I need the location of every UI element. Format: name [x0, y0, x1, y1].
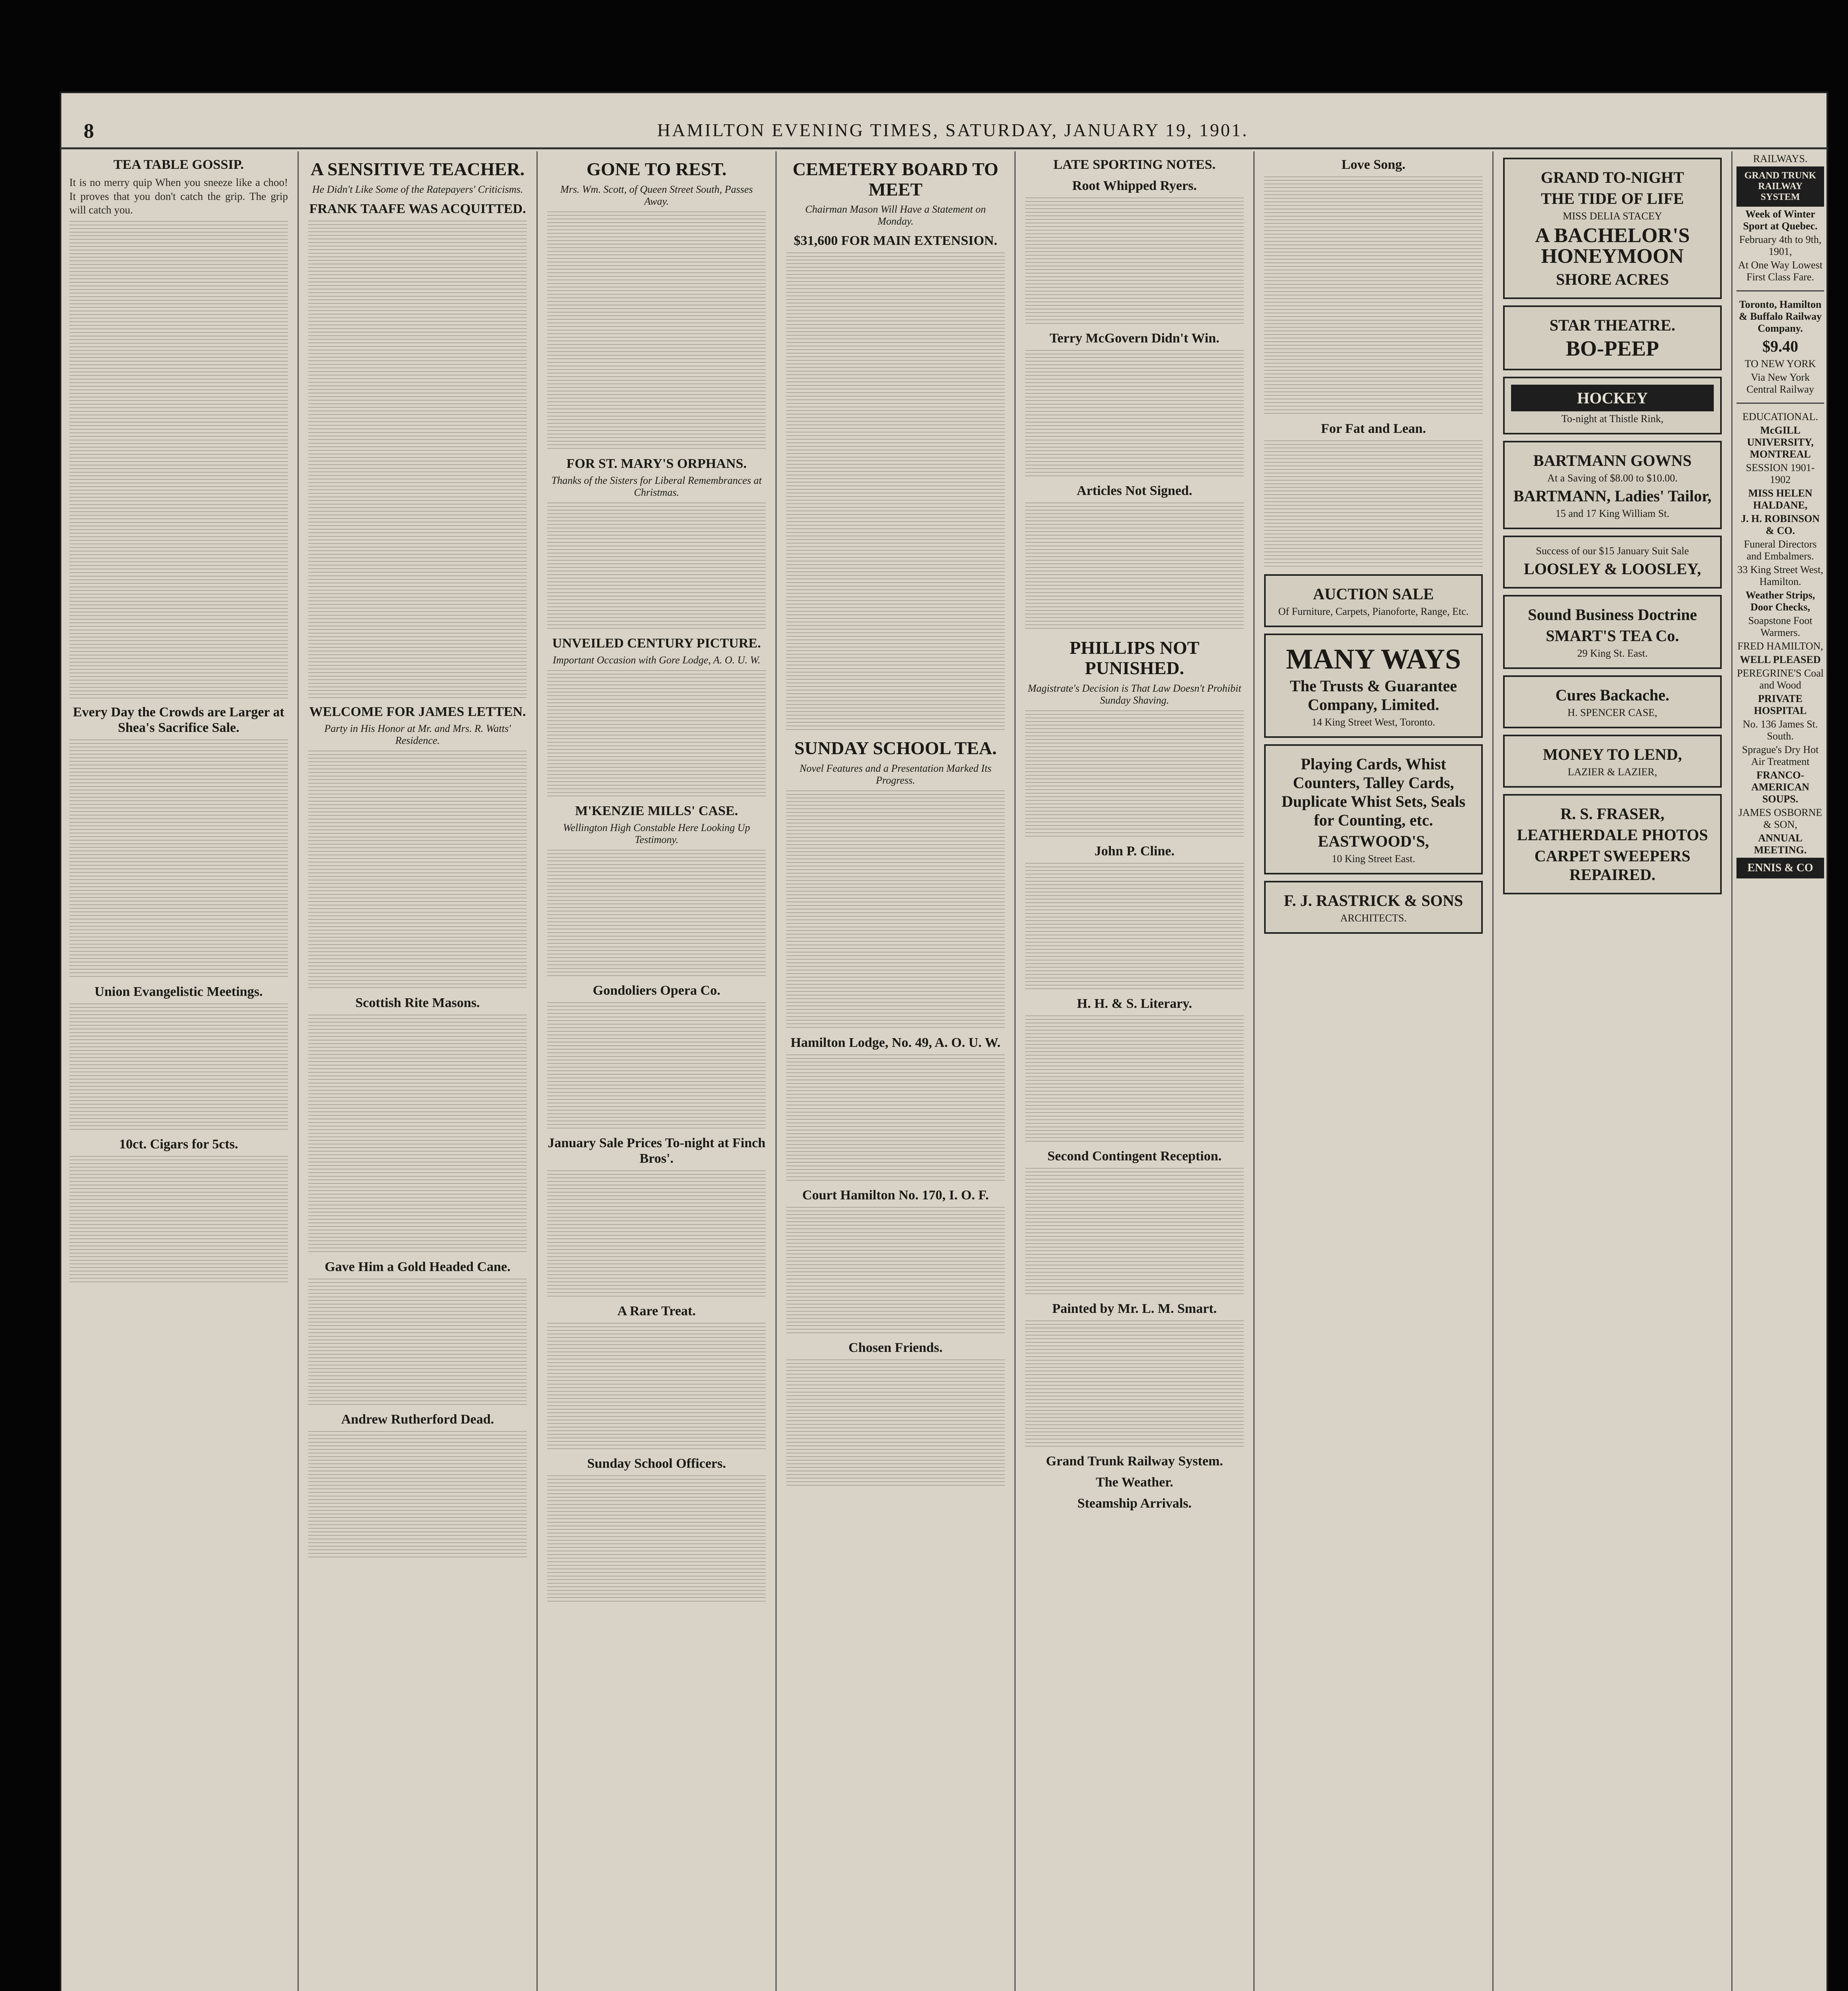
- subhead: Chairman Mason Will Have a Statement on Monday.: [805, 203, 986, 227]
- osborne: JAMES OSBORNE & SON,: [1738, 807, 1823, 830]
- headline-phillips: PHILLIPS NOT PUNISHED.: [1069, 638, 1200, 678]
- columns: [60, 151, 1828, 1991]
- rastrick-sub: ARCHITECTS.: [1340, 912, 1407, 924]
- column-4: [777, 151, 1016, 1991]
- page-number: 8: [84, 120, 94, 143]
- headline-scottish-rite: Scottish Rite Masons.: [355, 995, 480, 1010]
- backache-ad: [1503, 675, 1722, 728]
- money-to-lend: MONEY TO LEND,: [1543, 745, 1682, 763]
- article-body: [1025, 198, 1244, 325]
- headline-fat-lean: For Fat and Lean.: [1321, 421, 1426, 436]
- subhead: Novel Features and a Presentation Marked Its Progress.: [799, 762, 992, 786]
- column-3: [538, 151, 777, 1991]
- article-body: [69, 1156, 288, 1283]
- spencer-case: H. SPENCER CASE,: [1567, 707, 1658, 718]
- star-theatre-ad: [1503, 305, 1722, 370]
- bartmann-ad: [1503, 441, 1722, 529]
- article-body: [1025, 503, 1244, 630]
- subhead: Magistrate's Decision is That Law Doesn't Prohibit Sunday Shaving.: [1028, 682, 1241, 706]
- rastrick-ad: [1264, 881, 1483, 934]
- subhead: Important Occasion with Gore Lodge, A. O. U. W.: [552, 654, 761, 666]
- headline-gondoliers: Gondoliers Opera Co.: [593, 983, 720, 998]
- fred-hamilton: FRED HAMILTON,: [1737, 640, 1823, 652]
- article-body: [547, 1170, 766, 1298]
- headline-letten: WELCOME FOR JAMES LETTEN.: [309, 704, 526, 719]
- newspaper-page: [60, 92, 1828, 1991]
- bartmann-saving: At a Saving of $8.00 to $10.00.: [1547, 472, 1678, 484]
- robinson-address: 33 King Street West, Hamilton.: [1737, 564, 1823, 587]
- grand-theatre-ad: [1503, 158, 1722, 299]
- trusts-ad: [1264, 634, 1483, 738]
- peregrine: PEREGRINE'S Coal and Wood: [1737, 667, 1824, 691]
- via-nycr: Via New York Central Railway: [1746, 372, 1814, 395]
- auction-title: AUCTION SALE: [1313, 585, 1434, 603]
- headline-sunday-school-tea: SUNDAY SCHOOL TEA.: [794, 738, 997, 759]
- robinson-sub: Funeral Directors and Embalmers.: [1744, 538, 1817, 562]
- mcgill-session: SESSION 1901-1902: [1746, 462, 1815, 485]
- article-body: [308, 1015, 527, 1254]
- article-body: [547, 1475, 766, 1603]
- article-body: [547, 503, 766, 630]
- winter-dates: February 4th to 9th, 1901,: [1739, 234, 1822, 257]
- annual-meeting: ANNUAL MEETING.: [1754, 832, 1807, 856]
- bartmann-tailor: BARTMANN, Ladies' Tailor,: [1513, 487, 1712, 505]
- dateline: HAMILTON EVENING TIMES, SATURDAY, JANUARY 19, 1901.: [657, 120, 1249, 140]
- subhead: Party in His Honor at Mr. and Mrs. R. Watts' Residence.: [324, 722, 511, 746]
- loosley-ad: [1503, 536, 1722, 589]
- ny-price: $9.40: [1762, 337, 1798, 355]
- eastwoods-name: EASTWOOD'S,: [1318, 832, 1429, 851]
- article-body: [1025, 350, 1244, 477]
- article-body: [69, 221, 288, 699]
- trusts-address: 14 King Street West, Toronto.: [1312, 716, 1435, 728]
- gtr-banner: GRAND TRUNK RAILWAY SYSTEM: [1736, 166, 1824, 207]
- headline-hamilton-lodge: Hamilton Lodge, No. 49, A. O. U. W.: [790, 1035, 1001, 1050]
- weather-strips: Weather Strips, Door Checks,: [1745, 589, 1815, 613]
- hockey-ad: [1503, 377, 1722, 434]
- article-body: [308, 1279, 527, 1406]
- headline-second-contingent: Second Contingent Reception.: [1047, 1148, 1222, 1164]
- column-2: [299, 151, 538, 1991]
- rastrick-name: F. J. RASTRICK & SONS: [1284, 892, 1463, 910]
- bartmann-address: 15 and 17 King William St.: [1555, 508, 1670, 519]
- column-8: [1732, 151, 1828, 1991]
- column-1: [60, 151, 299, 1991]
- article-body: [1264, 440, 1483, 568]
- backache-title: Cures Backache.: [1555, 686, 1670, 704]
- bartmann-gowns: BARTMANN GOWNS: [1533, 452, 1692, 469]
- leatherdale: LEATHERDALE PHOTOS: [1517, 826, 1708, 844]
- headline-orphans: FOR ST. MARY'S ORPHANS.: [566, 456, 747, 471]
- ennis-logo: ENNIS & CO: [1736, 858, 1824, 878]
- many-ways: MANY WAYS: [1286, 643, 1461, 675]
- lead-verse: It is no merry quip When you sneeze like a choo! It proves that you don't catch the grip. The grip will catch you.: [69, 176, 288, 216]
- article-body: [786, 1359, 1005, 1487]
- well-pleased: WELL PLEASED: [1740, 654, 1821, 665]
- subhead: Mrs. Wm. Scott, of Queen Street South, Passes Away.: [560, 183, 753, 207]
- divider: [1736, 403, 1824, 404]
- article-body: [69, 739, 288, 978]
- fraser-name: R. S. FRASER,: [1560, 805, 1665, 823]
- eastwoods-ad: [1264, 744, 1483, 874]
- subhead: Wellington High Constable Here Looking Up Testimony.: [563, 821, 750, 845]
- robinson: J. H. ROBINSON & CO.: [1741, 513, 1820, 536]
- article-body: [547, 1323, 766, 1450]
- headline-literary: H. H. & S. Literary.: [1077, 996, 1192, 1011]
- smarts-tea: SMART'S TEA Co.: [1546, 627, 1679, 645]
- article-body: [547, 1002, 766, 1130]
- fraser-ad: [1503, 794, 1722, 894]
- lazier: LAZIER & LAZIER,: [1568, 766, 1657, 778]
- headline-union-meetings: Union Evangelistic Meetings.: [94, 984, 263, 999]
- article-body: [786, 1054, 1005, 1182]
- article-body: [1025, 710, 1244, 838]
- smarts-tea-ad: [1503, 595, 1722, 669]
- railways-head: RAILWAYS.: [1753, 153, 1808, 164]
- article-body: [547, 850, 766, 977]
- article-body: [786, 790, 1005, 1029]
- hockey-title: HOCKEY: [1511, 385, 1714, 411]
- article-body: [308, 221, 527, 698]
- headline-rutherford: Andrew Rutherford Dead.: [341, 1412, 494, 1427]
- divider: [1736, 290, 1824, 291]
- headline-cemetery-board: CEMETERY BOARD TO MEET: [793, 159, 998, 199]
- headline-sheas-sale: Every Day the Crowds are Larger at Shea's Sacrifice Sale.: [73, 704, 284, 735]
- column-7: [1494, 151, 1732, 1991]
- haldane: MISS HELEN HALDANE,: [1748, 487, 1813, 511]
- lowest-fare: At One Way Lowest First Class Fare.: [1738, 259, 1823, 283]
- poem-body: [1264, 176, 1483, 415]
- auction-sub: Of Furniture, Carpets, Pianoforte, Range, Etc.: [1278, 606, 1469, 618]
- masthead: [60, 92, 1828, 149]
- playing-cards: Playing Cards, Whist Counters, Talley Cards, Duplicate Whist Sets, Seals for Counting, etc.: [1281, 755, 1466, 829]
- headline-root-ryers: Root Whipped Ryers.: [1072, 178, 1197, 194]
- grand-tonight: GRAND TO-NIGHT: [1541, 168, 1684, 186]
- article-body: [786, 1207, 1005, 1334]
- article-body: [786, 252, 1005, 730]
- headline-century-picture: UNVEILED CENTURY PICTURE.: [552, 636, 761, 651]
- headline-mcgovern: Terry McGovern Didn't Win.: [1049, 331, 1220, 346]
- educational-head: EDUCATIONAL.: [1742, 411, 1818, 422]
- suit-sale: Success of our $15 January Suit Sale: [1536, 545, 1689, 557]
- article-body: [1025, 1015, 1244, 1143]
- loosley-name: LOOSLEY & LOOSLEY,: [1524, 560, 1701, 578]
- headline-tea-table-gossip: TEA TABLE GOSSIP.: [113, 157, 244, 172]
- article-body: [308, 1431, 527, 1559]
- bo-peep: BO-PEEP: [1566, 336, 1659, 360]
- bachelors-honeymoon: A BACHELOR'S HONEYMOON: [1535, 224, 1690, 268]
- headline-gtr: Grand Trunk Railway System.: [1046, 1453, 1223, 1469]
- headline-cigars: 10ct. Cigars for 5cts.: [119, 1137, 238, 1152]
- headline-painted: Painted by Mr. L. M. Smart.: [1052, 1301, 1217, 1316]
- article-body: [547, 670, 766, 798]
- shore-acres: SHORE ACRES: [1556, 270, 1669, 288]
- delia-stacey: MISS DELIA STACEY: [1562, 210, 1662, 222]
- headline-love-song: Love Song.: [1341, 157, 1406, 172]
- trusts-name: The Trusts & Guarantee Company, Limited.: [1290, 677, 1457, 714]
- private-address: No. 136 James St. South.: [1742, 718, 1818, 742]
- article-body: [1025, 1168, 1244, 1295]
- subhead: He Didn't Like Some of the Ratepayers' Criticisms.: [312, 183, 523, 195]
- carpet-sweepers: CARPET SWEEPERS REPAIRED.: [1534, 847, 1691, 884]
- headline-chosen-friends: Chosen Friends.: [848, 1340, 943, 1355]
- article-body: [1025, 863, 1244, 990]
- headline-sunday-school-officers: Sunday School Officers.: [587, 1456, 726, 1471]
- headline-taafe: FRANK TAAFE WAS ACQUITTED.: [309, 201, 526, 216]
- headline-finch-bros: January Sale Prices To-night at Finch Bros'.: [548, 1135, 765, 1166]
- mcgill: McGILL UNIVERSITY, MONTREAL: [1747, 424, 1814, 460]
- tide-of-life: THE TIDE OF LIFE: [1541, 190, 1684, 207]
- star-theatre: STAR THEATRE.: [1549, 316, 1676, 334]
- headline-sporting-notes: LATE SPORTING NOTES.: [1053, 157, 1216, 172]
- money-ad: [1503, 735, 1722, 788]
- headline-john-cline: John P. Cline.: [1094, 843, 1175, 859]
- hockey-sub: To-night at Thistle Rink,: [1561, 413, 1664, 424]
- headline-main-extension: $31,600 FOR MAIN EXTENSION.: [794, 233, 997, 248]
- headline-sensitive-teacher: A SENSITIVE TEACHER.: [310, 159, 525, 179]
- to-new-york: TO NEW YORK: [1744, 358, 1816, 370]
- soapstone: Soapstone Foot Warmers.: [1748, 615, 1813, 638]
- headline-weather: The Weather.: [1096, 1475, 1173, 1490]
- headline-articles: Articles Not Signed.: [1077, 483, 1192, 499]
- franco-american: FRANCO-AMERICAN SOUPS.: [1751, 769, 1809, 805]
- headline-court-hamilton: Court Hamilton No. 170, I. O. F.: [802, 1187, 989, 1203]
- sound-business: Sound Business Doctrine: [1528, 606, 1697, 624]
- headline-mckenzie-mills: M'KENZIE MILLS' CASE.: [575, 803, 738, 818]
- headline-rare-treat: A Rare Treat.: [617, 1304, 696, 1319]
- column-6: [1255, 151, 1494, 1991]
- column-5: [1016, 151, 1255, 1991]
- eastwoods-address: 10 King Street East.: [1331, 853, 1415, 865]
- sprague: Sprague's Dry Hot Air Treatment: [1742, 744, 1819, 767]
- thb-railway: Toronto, Hamilton & Buffalo Railway Company.: [1739, 299, 1822, 334]
- article-body: [1025, 1320, 1244, 1448]
- private-hospital: PRIVATE HOSPITAL: [1754, 693, 1807, 716]
- winter-sport: Week of Winter Sport at Quebec.: [1743, 208, 1818, 232]
- auction-ad: [1264, 574, 1483, 627]
- subhead: Thanks of the Sisters for Liberal Remembrances at Christmas.: [551, 474, 762, 498]
- article-body: [308, 751, 527, 990]
- headline-steamships: Steamship Arrivals.: [1077, 1496, 1192, 1511]
- smarts-address: 29 King St. East.: [1577, 647, 1648, 659]
- headline-gone-to-rest: GONE TO REST.: [586, 159, 727, 179]
- article-body: [69, 1003, 288, 1131]
- headline-gold-cane: Gave Him a Gold Headed Cane.: [325, 1259, 511, 1274]
- article-body: [547, 211, 766, 450]
